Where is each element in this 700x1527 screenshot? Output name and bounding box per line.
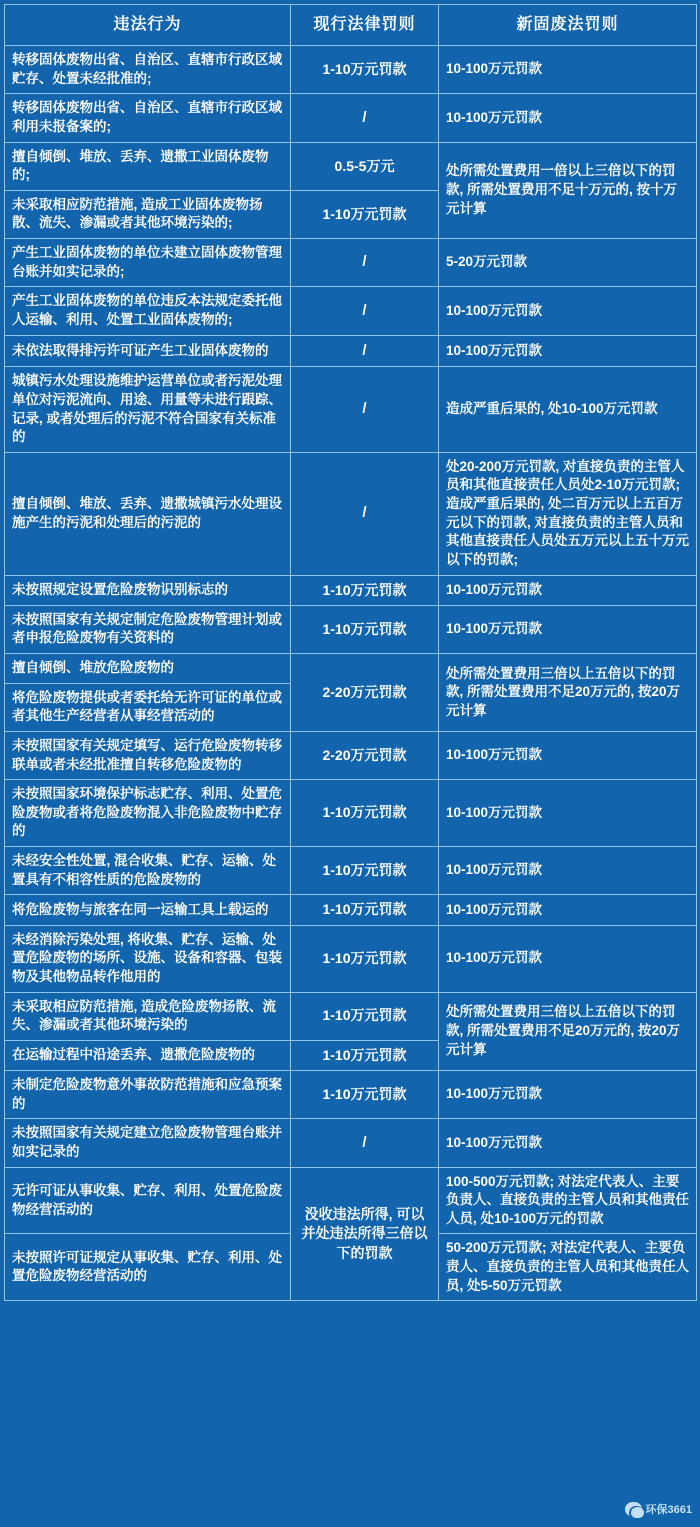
cell-new-penalty: 10-100万元罚款 bbox=[439, 605, 697, 653]
cell-new-penalty: 造成严重后果的, 处10-100万元罚款 bbox=[439, 367, 697, 453]
cell-new-penalty: 50-200万元罚款; 对法定代表人、主要负责人、直接负责的主管人员和其他责任人员, 处5-50万元罚款 bbox=[439, 1234, 697, 1301]
cell-new-penalty: 处所需处置费用三倍以上五倍以下的罚款, 所需处置费用不足20万元的, 按20万元计算 bbox=[439, 654, 697, 732]
table-row bbox=[5, 1119, 697, 1167]
cell-current-penalty: 0.5-5万元 bbox=[291, 142, 439, 190]
cell-behavior: 未制定危险废物意外事故防范措施和应急预案的 bbox=[5, 1071, 291, 1119]
table-row bbox=[5, 605, 697, 653]
watermark-label: 环保3661 bbox=[645, 1504, 692, 1516]
cell-current-penalty: 1-10万元罚款 bbox=[291, 190, 439, 238]
cell-new-penalty: 处所需处置费用一倍以上三倍以下的罚款, 所需处置费用不足十万元的, 按十万元计算 bbox=[439, 142, 697, 239]
cell-current-penalty: 没收违法所得, 可以并处违法所得三倍以下的罚款 bbox=[291, 1167, 439, 1301]
table-row bbox=[5, 287, 697, 335]
table-row bbox=[5, 367, 697, 453]
cell-new-penalty: 10-100万元罚款 bbox=[439, 780, 697, 847]
cell-current-penalty: 1-10万元罚款 bbox=[291, 46, 439, 94]
table-row bbox=[5, 239, 697, 287]
cell-behavior: 未按照国家环境保护标志贮存、利用、处置危险废物或者将危险废物混入非危险废物中贮存的 bbox=[5, 780, 291, 847]
cell-new-penalty: 10-100万元罚款 bbox=[439, 575, 697, 605]
cell-current-penalty: / bbox=[291, 239, 439, 287]
cell-current-penalty: / bbox=[291, 452, 439, 575]
cell-current-penalty: 1-10万元罚款 bbox=[291, 992, 439, 1040]
cell-current-penalty: 1-10万元罚款 bbox=[291, 575, 439, 605]
cell-behavior: 无许可证从事收集、贮存、利用、处置危险废物经营活动的 bbox=[5, 1167, 291, 1234]
cell-behavior: 擅自倾倒、堆放、丢弃、遗撒工业固体废物的; bbox=[5, 142, 291, 190]
cell-behavior: 未按照许可证规定从事收集、贮存、利用、处置危险废物经营活动的 bbox=[5, 1234, 291, 1301]
cell-behavior: 未依法取得排污许可证产生工业固体废物的 bbox=[5, 335, 291, 367]
table-row bbox=[5, 925, 697, 992]
cell-current-penalty: / bbox=[291, 287, 439, 335]
cell-current-penalty: 1-10万元罚款 bbox=[291, 847, 439, 895]
cell-new-penalty: 100-500万元罚款; 对法定代表人、主要负责人、直接负责的主管人员和其他责任人员, 处10-100万元的罚款 bbox=[439, 1167, 697, 1234]
table-row bbox=[5, 94, 697, 142]
cell-behavior: 未按照国家有关规定填写、运行危险废物转移联单或者未经批准擅自转移危险废物的 bbox=[5, 731, 291, 779]
cell-behavior: 城镇污水处理设施维护运营单位或者污泥处理单位对污泥流向、用途、用量等未进行跟踪、记录, 或者处理后的污泥不符合国家有关标准的 bbox=[5, 367, 291, 453]
cell-current-penalty: 1-10万元罚款 bbox=[291, 1040, 439, 1070]
table-row bbox=[5, 992, 697, 1040]
cell-current-penalty: 1-10万元罚款 bbox=[291, 925, 439, 992]
cell-current-penalty: 1-10万元罚款 bbox=[291, 895, 439, 925]
cell-behavior: 未经消除污染处理, 将收集、贮存、运输、处置危险废物的场所、设施、设备和容器、包装物及其他物品转作他用的 bbox=[5, 925, 291, 992]
cell-new-penalty: 10-100万元罚款 bbox=[439, 731, 697, 779]
cell-new-penalty: 10-100万元罚款 bbox=[439, 94, 697, 142]
cell-current-penalty: / bbox=[291, 335, 439, 367]
cell-new-penalty: 处所需处置费用三倍以上五倍以下的罚款, 所需处置费用不足20万元的, 按20万元计算 bbox=[439, 992, 697, 1071]
cell-new-penalty: 10-100万元罚款 bbox=[439, 895, 697, 925]
cell-new-penalty: 10-100万元罚款 bbox=[439, 925, 697, 992]
cell-behavior: 产生工业固体废物的单位违反本法规定委托他人运输、利用、处置工业固体废物的; bbox=[5, 287, 291, 335]
table-row bbox=[5, 654, 697, 684]
table-row bbox=[5, 1167, 697, 1234]
cell-behavior: 未按照规定设置危险废物识别标志的 bbox=[5, 575, 291, 605]
header-current-law: 现行法律罚则 bbox=[291, 5, 439, 46]
table-row bbox=[5, 847, 697, 895]
cell-behavior: 将危险废物与旅客在同一运输工具上载运的 bbox=[5, 895, 291, 925]
watermark bbox=[625, 1501, 692, 1517]
wechat-icon bbox=[625, 1502, 642, 1516]
table-row bbox=[5, 46, 697, 94]
table-row bbox=[5, 575, 697, 605]
cell-behavior: 产生工业固体废物的单位未建立固体废物管理台账并如实记录的; bbox=[5, 239, 291, 287]
cell-new-penalty: 10-100万元罚款 bbox=[439, 46, 697, 94]
header-new-law: 新固废法罚则 bbox=[439, 5, 697, 46]
cell-new-penalty: 10-100万元罚款 bbox=[439, 1119, 697, 1167]
cell-current-penalty: / bbox=[291, 1119, 439, 1167]
cell-new-penalty: 5-20万元罚款 bbox=[439, 239, 697, 287]
table-row bbox=[5, 895, 697, 925]
table-header-row bbox=[5, 5, 697, 46]
cell-new-penalty: 处20-200万元罚款, 对直接负责的主管人员和其他直接责任人员处2-10万元罚款; 造成严重后果的, 处二百万元以上五百万元以下的罚款, 对直接负责的主管人员和其他直接责任人员处五万元以上五十万元以下的罚款; bbox=[439, 452, 697, 575]
cell-current-penalty: 2-20万元罚款 bbox=[291, 654, 439, 732]
table-row bbox=[5, 1071, 697, 1119]
table-row bbox=[5, 452, 697, 575]
cell-behavior: 转移固体废物出省、自治区、直辖市行政区域利用未报备案的; bbox=[5, 94, 291, 142]
penalty-comparison-table bbox=[4, 4, 697, 1301]
cell-behavior: 未经安全性处置, 混合收集、贮存、运输、处置具有不相容性质的危险废物的 bbox=[5, 847, 291, 895]
cell-behavior: 未采取相应防范措施, 造成工业固体废物扬散、流失、渗漏或者其他环境污染的; bbox=[5, 190, 291, 238]
cell-behavior: 未按照国家有关规定制定危险废物管理计划或者申报危险废物有关资料的 bbox=[5, 605, 291, 653]
table-row bbox=[5, 780, 697, 847]
cell-behavior: 转移固体废物出省、自治区、直辖市行政区域贮存、处置未经批准的; bbox=[5, 46, 291, 94]
cell-new-penalty: 10-100万元罚款 bbox=[439, 287, 697, 335]
cell-current-penalty: / bbox=[291, 94, 439, 142]
table-row bbox=[5, 142, 697, 190]
cell-current-penalty: 1-10万元罚款 bbox=[291, 1071, 439, 1119]
cell-behavior: 在运输过程中沿途丢弃、遗撒危险废物的 bbox=[5, 1040, 291, 1070]
cell-new-penalty: 10-100万元罚款 bbox=[439, 847, 697, 895]
table-body bbox=[5, 46, 697, 1301]
cell-behavior: 擅自倾倒、堆放危险废物的 bbox=[5, 654, 291, 684]
header-behavior: 违法行为 bbox=[5, 5, 291, 46]
cell-behavior: 将危险废物提供或者委托给无许可证的单位或者其他生产经营者从事经营活动的 bbox=[5, 683, 291, 731]
cell-new-penalty: 10-100万元罚款 bbox=[439, 335, 697, 367]
table-row bbox=[5, 731, 697, 779]
cell-current-penalty: / bbox=[291, 367, 439, 453]
cell-behavior: 擅自倾倒、堆放、丢弃、遗撒城镇污水处理设施产生的污泥和处理后的污泥的 bbox=[5, 452, 291, 575]
cell-new-penalty: 10-100万元罚款 bbox=[439, 1071, 697, 1119]
table-row bbox=[5, 335, 697, 367]
cell-current-penalty: 1-10万元罚款 bbox=[291, 605, 439, 653]
cell-current-penalty: 2-20万元罚款 bbox=[291, 731, 439, 779]
cell-behavior: 未采取相应防范措施, 造成危险废物扬散、流失、渗漏或者其他环境污染的 bbox=[5, 992, 291, 1040]
cell-current-penalty: 1-10万元罚款 bbox=[291, 780, 439, 847]
cell-behavior: 未按照国家有关规定建立危险废物管理台账并如实记录的 bbox=[5, 1119, 291, 1167]
